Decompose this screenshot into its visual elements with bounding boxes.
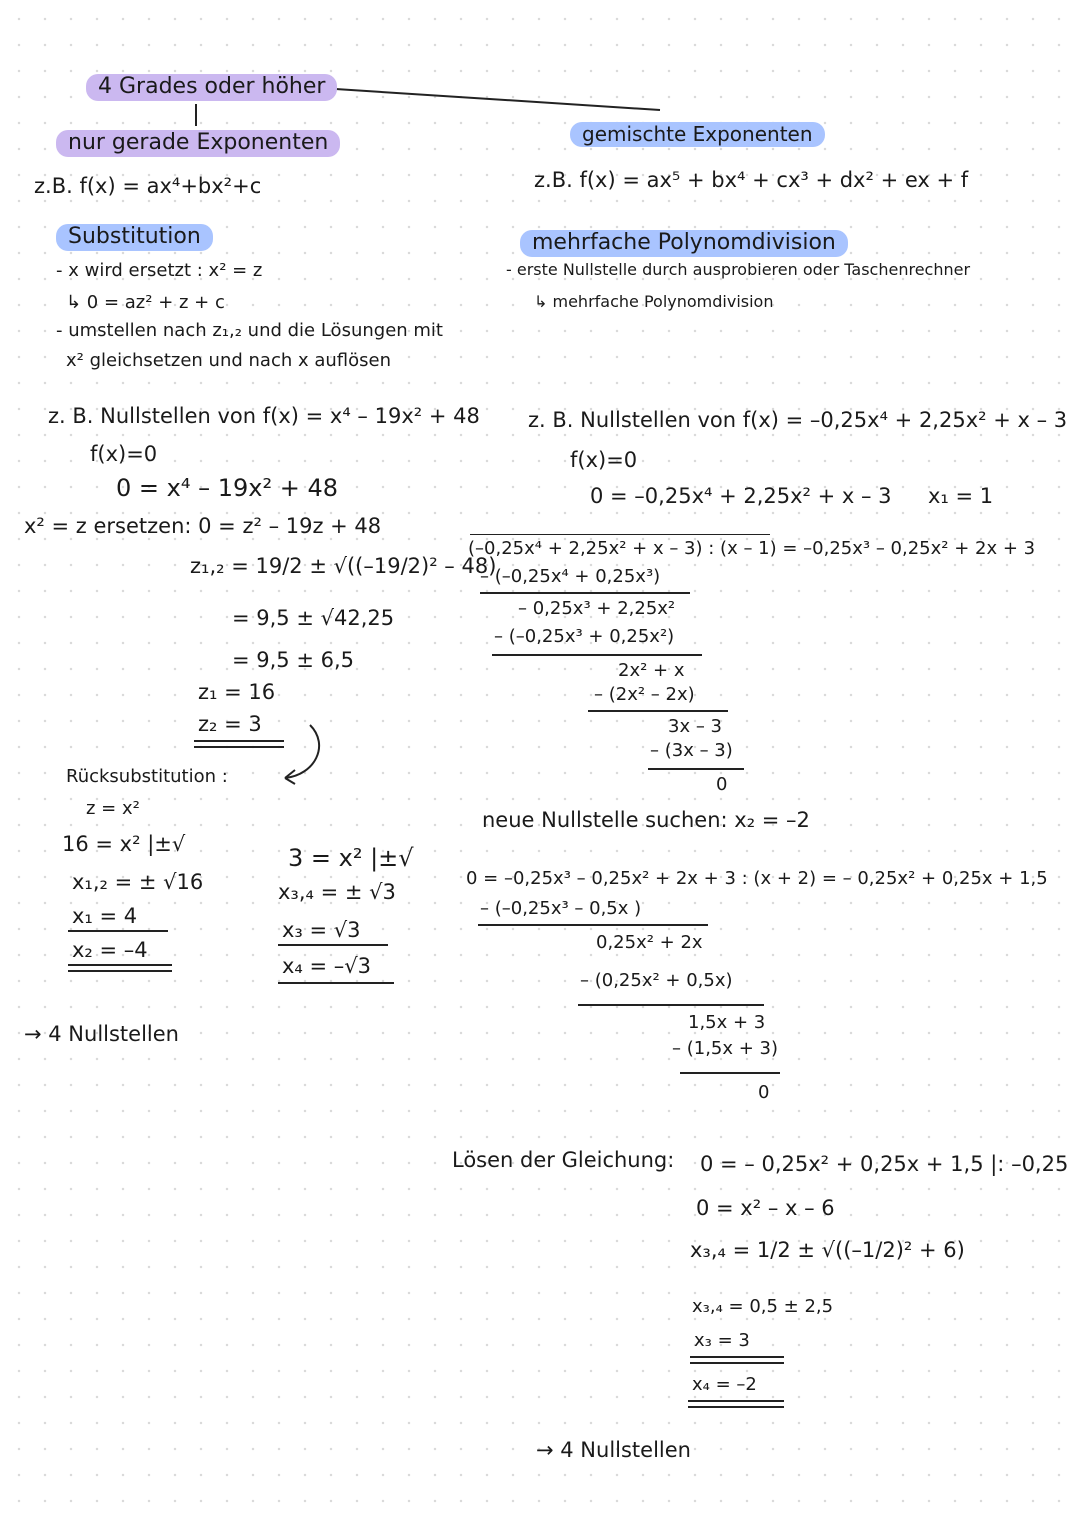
case2-x3: x₃ = √3 — [282, 918, 361, 942]
division1-line-a — [480, 592, 690, 594]
left-replace: x² = z ersetzen: 0 = z² – 19z + 48 — [24, 514, 382, 538]
right-equation: 0 = –0,25x⁴ + 2,25x² + x – 3 — [590, 484, 892, 508]
left-fx-zero: f(x)=0 — [90, 442, 158, 466]
left-pq-formula: z₁,₂ = 19/2 ± √((–19/2)² – 48) — [190, 554, 497, 578]
z2-underline-2 — [194, 746, 284, 748]
back-substitution-title: Rücksubstitution : — [66, 766, 228, 787]
case1-x12: x₁,₂ = ± √16 — [72, 870, 204, 894]
solve-equation: 0 = – 0,25x² + 0,25x + 1,5 |: –0,25 — [700, 1152, 1069, 1176]
left-z1: z₁ = 16 — [198, 680, 276, 704]
division1-line-g — [648, 768, 744, 770]
left-branch-label: nur gerade Exponenten — [56, 130, 340, 157]
left-method-title: Substitution — [56, 224, 213, 251]
division1-step-f: 3x – 3 — [668, 716, 722, 737]
division1-step-a: – (–0,25x⁴ + 0,25x³) — [480, 566, 661, 587]
case2-x4: x₄ = –√3 — [282, 954, 372, 978]
solve-x3-underline-2 — [690, 1362, 784, 1364]
solve-x4-underline-1 — [688, 1400, 784, 1402]
left-pq-step3: = 9,5 ± 6,5 — [232, 648, 355, 672]
division1-step-e: – (2x² – 2x) — [594, 684, 695, 705]
solve-pq: x₃,₄ = 1/2 ± √((–1/2)² + 6) — [690, 1238, 965, 1262]
division1-step-h: 0 — [716, 774, 728, 795]
x3-underline — [278, 944, 388, 946]
top-label: 4 Grades oder höher — [86, 74, 337, 101]
right-example-title: z. B. Nullstellen von f(x) = –0,25x⁴ + 2,25x² + x – 3 — [528, 408, 1068, 432]
left-equation: 0 = x⁴ – 19x² + 48 — [116, 474, 338, 502]
solve-x4: x₄ = –2 — [692, 1374, 757, 1395]
division2-line-c — [578, 1004, 764, 1006]
solve-equation2: 0 = x² – x – 6 — [696, 1196, 835, 1220]
next-zero-search: neue Nullstelle suchen: x₂ = –2 — [482, 808, 810, 832]
right-x1: x₁ = 1 — [928, 484, 994, 508]
solve-x4-underline-2 — [688, 1406, 784, 1408]
solve-pq2: x₃,₄ = 0,5 ± 2,5 — [692, 1296, 834, 1317]
division2-line-a — [478, 924, 708, 926]
z2-underline-1 — [194, 740, 284, 742]
x2-underline-2 — [68, 970, 172, 972]
division1-line-c — [492, 654, 702, 656]
division2-step-e: – (1,5x + 3) — [672, 1038, 779, 1059]
left-step1: - x wird ersetzt : x² = z — [56, 260, 263, 281]
x2-underline-1 — [68, 964, 172, 966]
left-result: → 4 Nullstellen — [24, 1022, 179, 1046]
left-example-function: z.B. f(x) = ax⁴+bx²+c — [34, 174, 262, 198]
division1-step-d: 2x² + x — [618, 660, 685, 681]
division1-top-line — [470, 534, 770, 535]
left-step2: - umstellen nach z₁,₂ und die Lösungen mit — [56, 320, 443, 341]
right-fx-zero: f(x)=0 — [570, 448, 638, 472]
right-method-title: mehrfache Polynomdivision — [520, 230, 848, 257]
division1-step-g: – (3x – 3) — [650, 740, 733, 761]
right-result: → 4 Nullstellen — [536, 1438, 691, 1462]
solve-label: Lösen der Gleichung: — [452, 1148, 675, 1172]
division2-step-a: – (–0,25x³ – 0,5x ) — [480, 898, 642, 919]
division1-step-b: – 0,25x³ + 2,25x² — [518, 598, 676, 619]
case2-equation: 3 = x² |±√ — [288, 844, 414, 872]
division1-header: (–0,25x⁴ + 2,25x² + x – 3) : (x – 1) = –0,25x³ – 0,25x² + 2x + 3 — [468, 538, 1036, 559]
right-step1b: ↳ mehrfache Polynomdivision — [534, 292, 774, 311]
solve-x3: x₃ = 3 — [694, 1330, 750, 1351]
left-z2: z₂ = 3 — [198, 712, 262, 736]
division1-step-c: – (–0,25x³ + 0,25x²) — [494, 626, 675, 647]
left-pq-step2: = 9,5 ± √42,25 — [232, 606, 395, 630]
case1-x2: x₂ = –4 — [72, 938, 148, 962]
division2-step-d: 1,5x + 3 — [688, 1012, 766, 1033]
division1-line-e — [588, 710, 728, 712]
right-branch-label: gemischte Exponenten — [570, 122, 825, 147]
back-substitution-eq: z = x² — [86, 798, 140, 819]
solve-x3-underline-1 — [690, 1356, 784, 1358]
left-step1b: ↳ 0 = az² + z + c — [66, 292, 225, 313]
division2-step-f: 0 — [758, 1082, 770, 1103]
right-step1: - erste Nullstelle durch ausprobieren oder Taschenrechner — [506, 260, 971, 279]
division2-line-e — [680, 1072, 780, 1074]
division2-header: 0 = –0,25x³ – 0,25x² + 2x + 3 : (x + 2) = – 0,25x² + 0,25x + 1,5 — [466, 868, 1048, 889]
x1-underline — [68, 930, 168, 932]
case1-equation: 16 = x² |±√ — [62, 832, 186, 856]
left-step2b: x² gleichsetzen und nach x auflösen — [66, 350, 392, 371]
division2-step-c: – (0,25x² + 0,5x) — [580, 970, 733, 991]
x4-underline — [278, 982, 394, 984]
left-example-title: z. B. Nullstellen von f(x) = x⁴ – 19x² + 48 — [48, 404, 480, 428]
case2-x34: x₃,₄ = ± √3 — [278, 880, 396, 904]
division2-step-b: 0,25x² + 2x — [596, 932, 703, 953]
case1-x1: x₁ = 4 — [72, 904, 138, 928]
right-example-function: z.B. f(x) = ax⁵ + bx⁴ + cx³ + dx² + ex + f — [534, 168, 969, 192]
